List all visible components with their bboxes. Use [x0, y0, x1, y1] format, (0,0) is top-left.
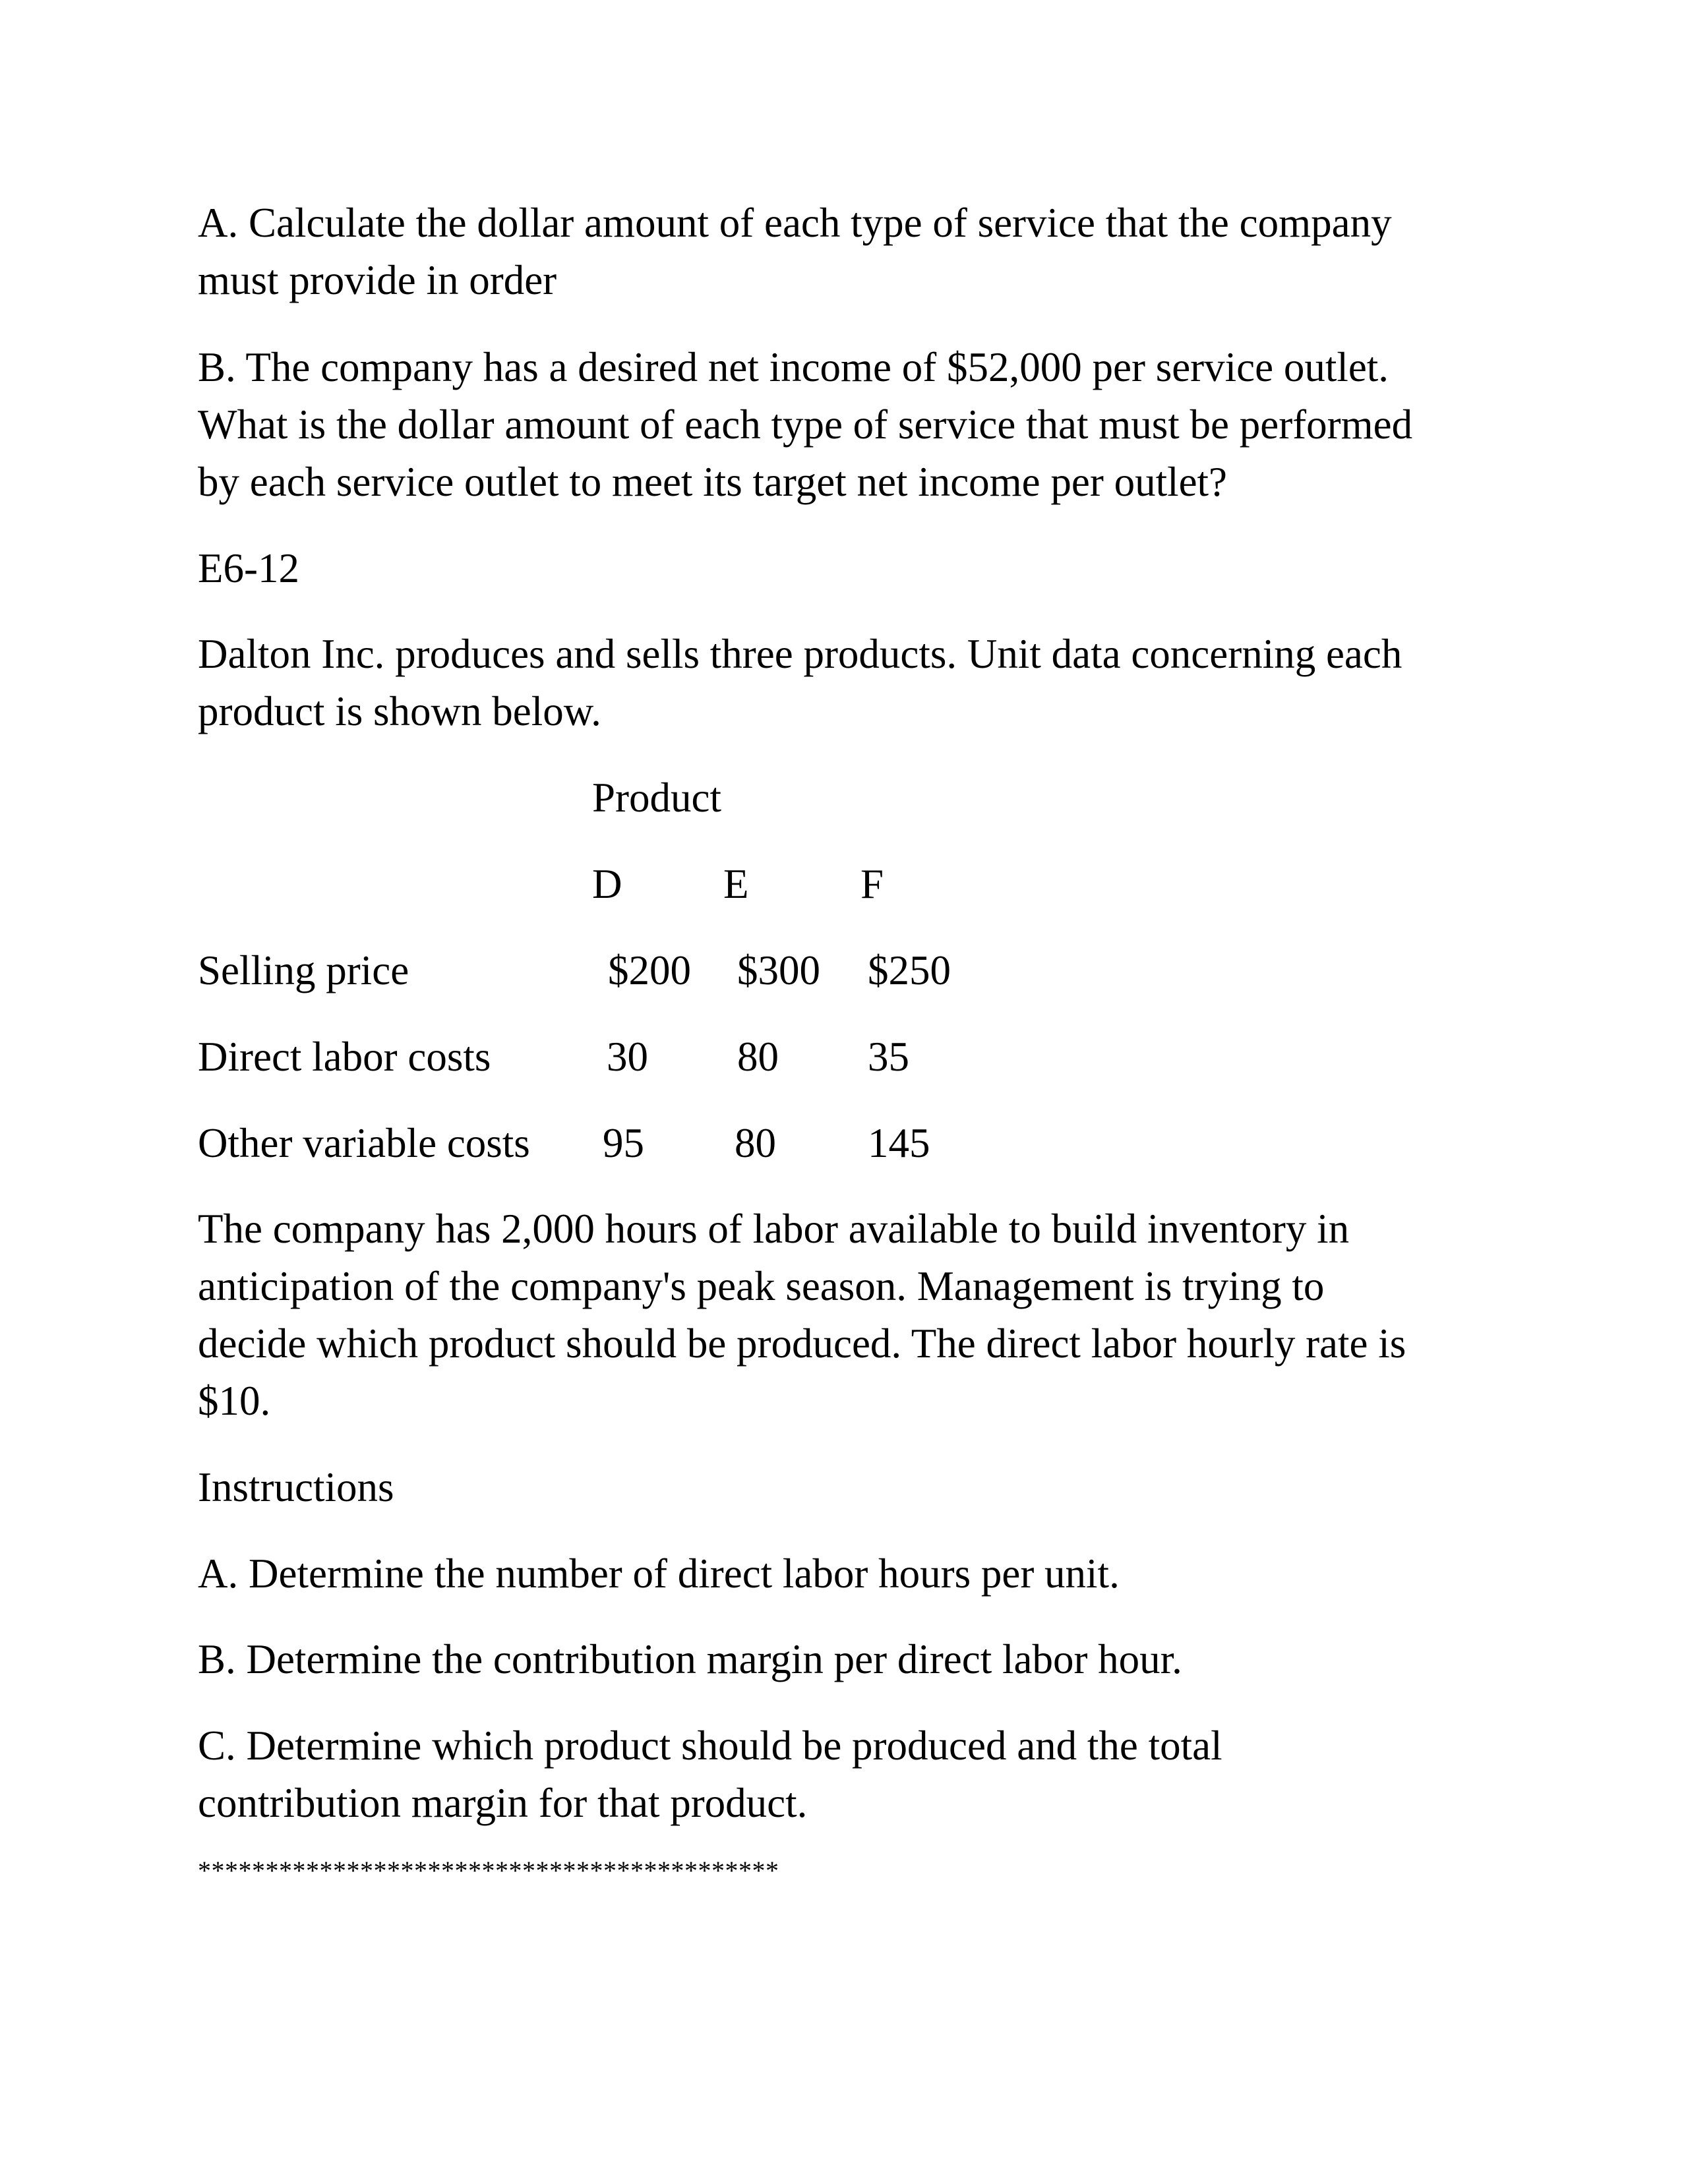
- prev-part-b-line-2: What is the dollar amount of each type of service that must be performed: [198, 401, 1413, 448]
- cell-direct-labor-e: 80: [737, 1034, 779, 1080]
- body-line-1: The company has 2,000 hours of labor available to build inventory in: [198, 1206, 1350, 1252]
- column-header-e: E: [723, 861, 749, 907]
- instruction-b: B. Determine the contribution margin per direct labor hour.: [198, 1636, 1182, 1682]
- cell-other-variable-f: 145: [868, 1120, 930, 1166]
- cell-direct-labor-d: 30: [607, 1034, 648, 1080]
- row-label-direct-labor-costs: Direct labor costs: [198, 1034, 491, 1080]
- asterisk-separator: *******************************************: [198, 1856, 779, 1885]
- exercise-number: E6-12: [198, 545, 299, 591]
- intro-line-2: product is shown below.: [198, 688, 601, 734]
- prev-part-b-line-3: by each service outlet to meet its target net income per outlet?: [198, 459, 1228, 505]
- prev-part-b-line-1: B. The company has a desired net income of $52,000 per service outlet.: [198, 344, 1389, 390]
- column-header-d: D: [592, 861, 622, 907]
- table-header-product: Product: [592, 775, 721, 821]
- body-line-4: $10.: [198, 1378, 271, 1424]
- cell-selling-price-e: $300: [737, 947, 820, 993]
- column-header-f: F: [860, 861, 884, 907]
- cell-other-variable-e: 80: [735, 1120, 776, 1166]
- cell-selling-price-d: $200: [608, 947, 691, 993]
- prev-part-a-line-1: A. Calculate the dollar amount of each type of service that the company: [198, 200, 1392, 246]
- row-label-other-variable-costs: Other variable costs: [198, 1120, 530, 1166]
- body-line-3: decide which product should be produced. The direct labor hourly rate is: [198, 1320, 1406, 1367]
- cell-other-variable-d: 95: [603, 1120, 644, 1166]
- cell-direct-labor-f: 35: [868, 1034, 909, 1080]
- instruction-a: A. Determine the number of direct labor hours per unit.: [198, 1550, 1120, 1597]
- instructions-heading: Instructions: [198, 1464, 394, 1510]
- prev-part-a-line-2: must provide in order: [198, 257, 557, 303]
- instruction-c-line-1: C. Determine which product should be produced and the total: [198, 1723, 1222, 1769]
- intro-line-1: Dalton Inc. produces and sells three products. Unit data concerning each: [198, 631, 1402, 677]
- body-line-2: anticipation of the company's peak season. Management is trying to: [198, 1263, 1325, 1309]
- instruction-c-line-2: contribution margin for that product.: [198, 1780, 808, 1826]
- row-label-selling-price: Selling price: [198, 947, 409, 993]
- cell-selling-price-f: $250: [868, 947, 951, 993]
